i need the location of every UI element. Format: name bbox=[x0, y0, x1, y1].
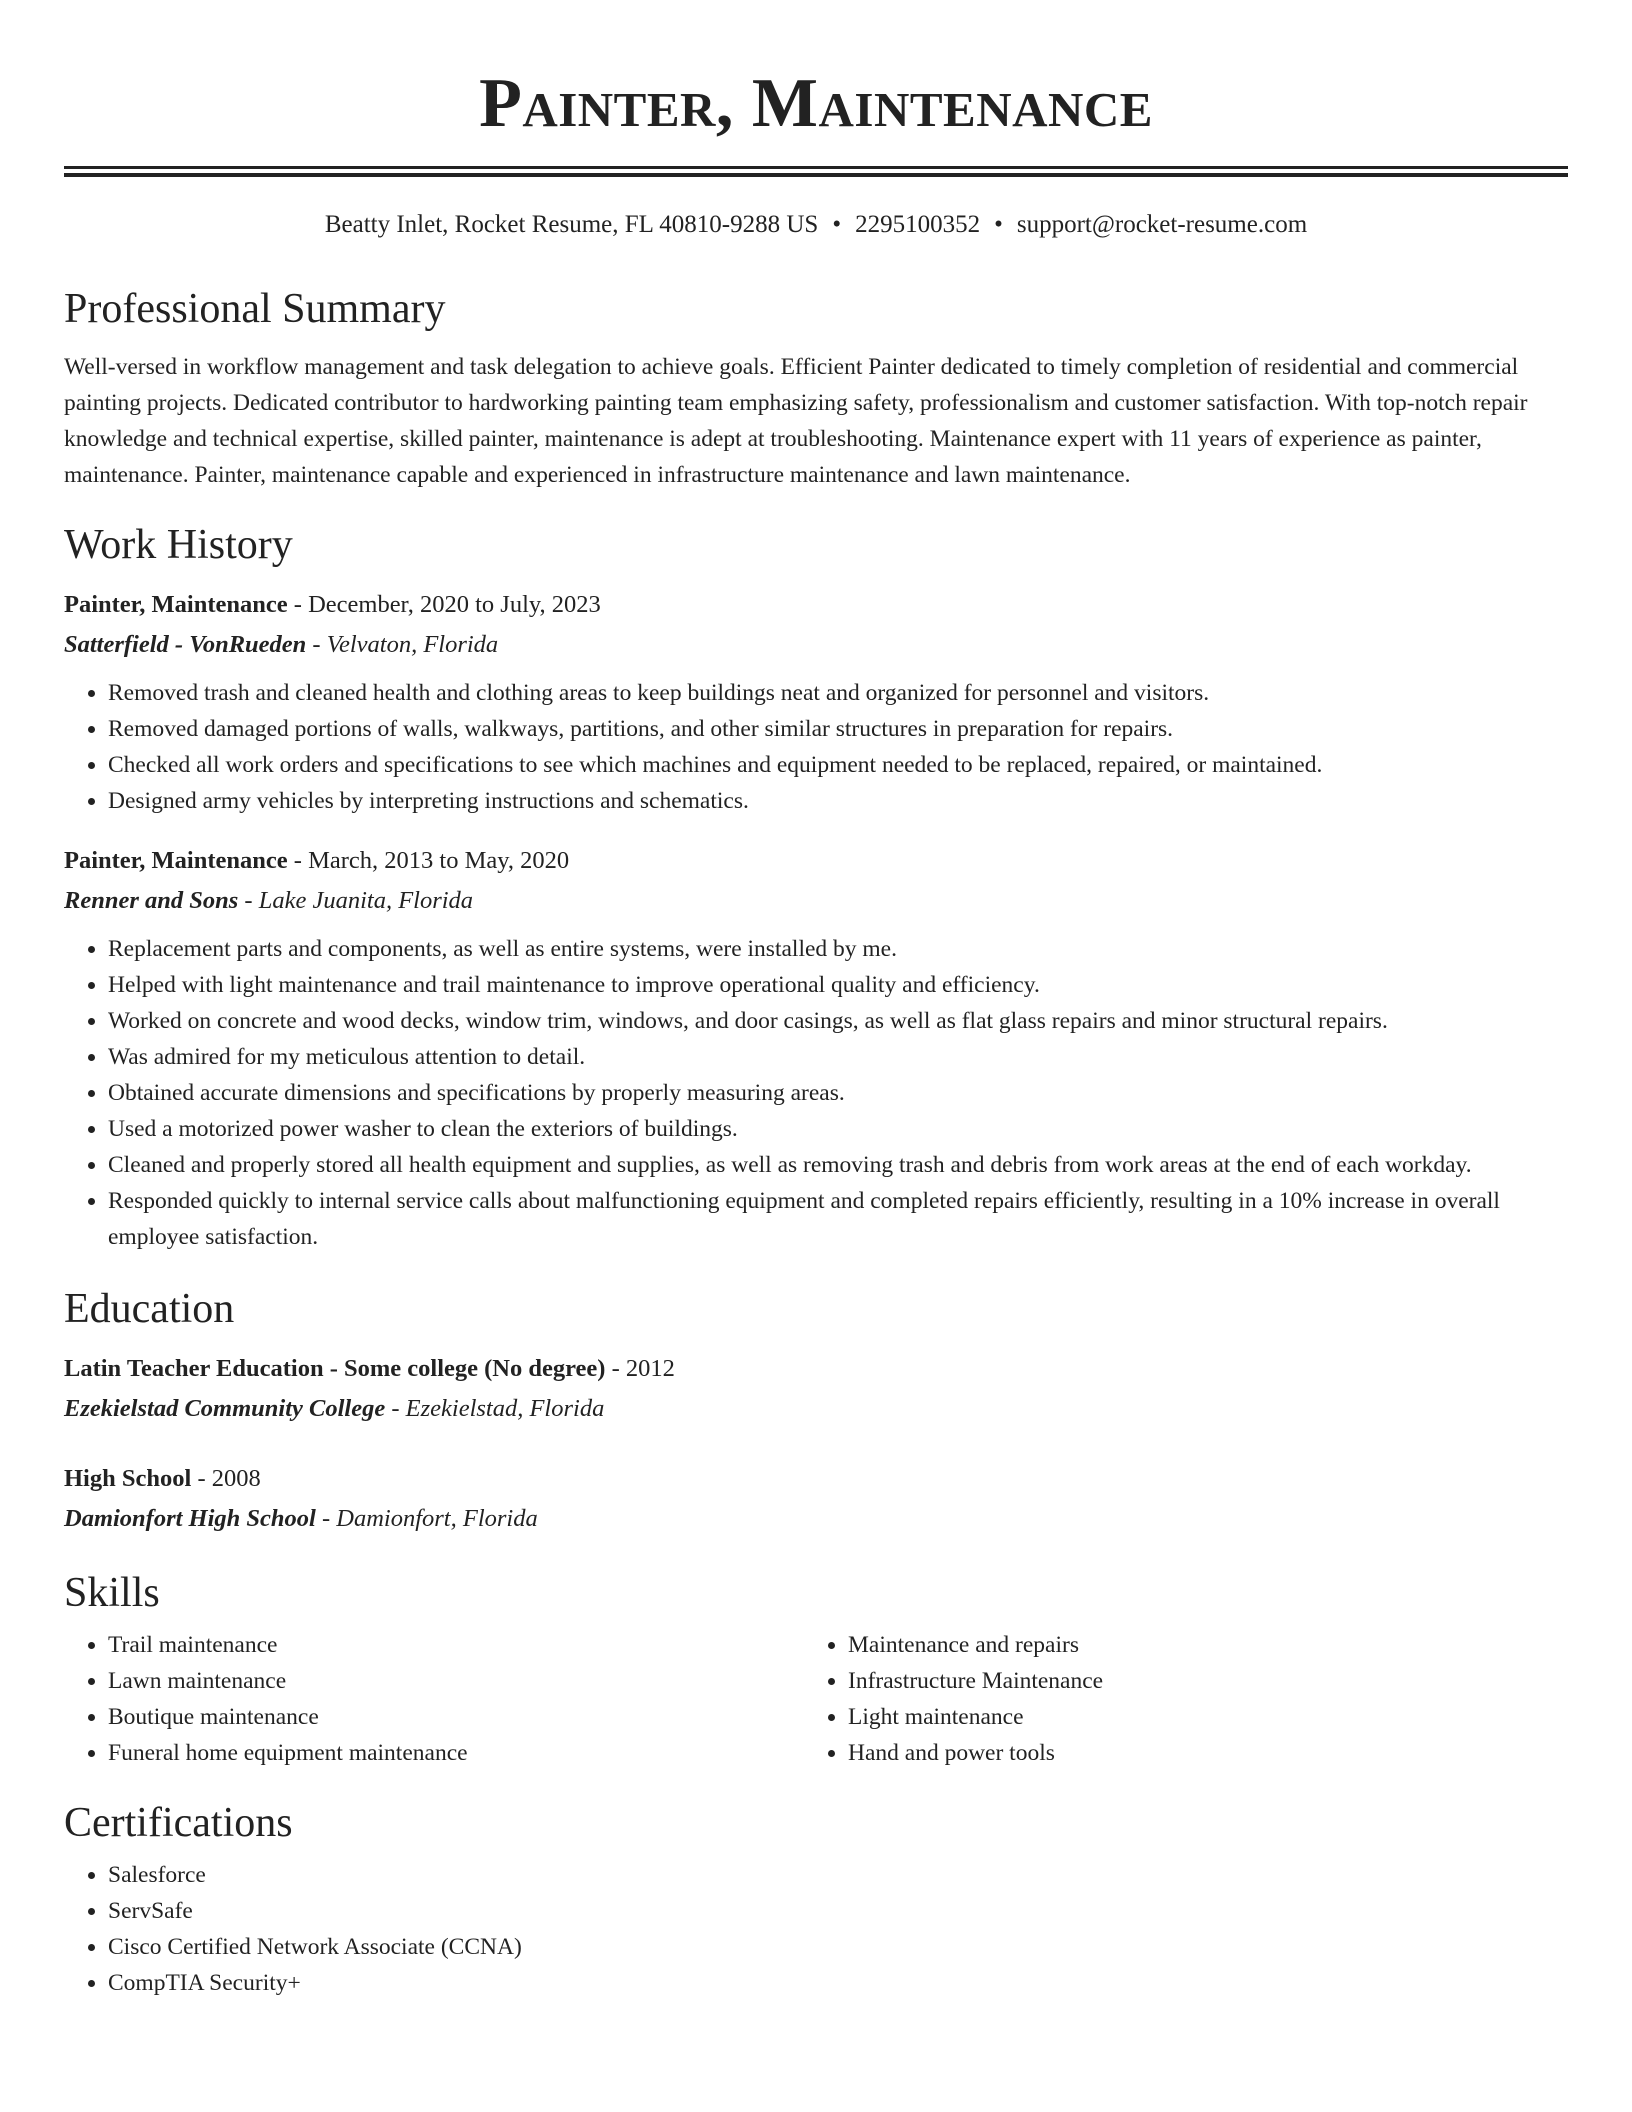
job-location: - Velvaton, Florida bbox=[306, 631, 499, 658]
education-location: - Damionfort, Florida bbox=[315, 1505, 538, 1532]
education-year: - 2008 bbox=[191, 1465, 261, 1492]
education-entry bbox=[64, 1459, 1568, 1539]
skills-heading: Skills bbox=[64, 1570, 160, 1616]
certification-item: • Salesforce bbox=[108, 1857, 1568, 1893]
summary-text: Well-versed in workflow management and task delegation to achieve goals. Efficient Painter dedicated to timely completion of residential and commercial painting projects. Dedicated contributor to hardworking painting team emphasizing safety, professionalism and customer satisfaction. With top-notch repair knowledge and technical expertise, skilled painter, maintenance is adept at troubleshooting. Maintenance expert with 11 years of experience as painter, maintenance. Painter, maintenance capable and experienced in infrastructure maintenance and lawn maintenance. bbox=[64, 354, 1528, 488]
contact-line bbox=[64, 209, 1568, 241]
job-bullet: • Replacement parts and components, as well as entire systems, were installed by me. bbox=[108, 931, 1568, 967]
job-bullet: • Responded quickly to internal service calls about malfunctioning equipment and completed repairs efficiently, resulting in a 10% increase in overall employee satisfaction. bbox=[108, 1183, 1568, 1255]
certifications-heading: Certifications bbox=[64, 1800, 293, 1846]
education-school-line bbox=[64, 1389, 1568, 1429]
job-location: - Lake Juanita, Florida bbox=[238, 887, 474, 914]
skills-list bbox=[64, 1627, 1568, 1771]
job-bullet: • Worked on concrete and wood decks, window trim, windows, and door casings, as well as flat glass repairs and minor structural repairs. bbox=[108, 1003, 1568, 1039]
job-bullets bbox=[64, 931, 1568, 1255]
certification-item: • ServSafe bbox=[108, 1893, 1568, 1929]
education-school-line bbox=[64, 1499, 1568, 1539]
job-bullet: • Removed damaged portions of walls, walkways, partitions, and other similar structures in preparation for repairs. bbox=[108, 711, 1568, 747]
skill-item: • Maintenance and repairs bbox=[848, 1627, 1544, 1663]
education-degree: Latin Teacher Education - Some college (No degree) bbox=[64, 1355, 606, 1382]
contact-email: support@rocket-resume.com bbox=[1016, 211, 1308, 238]
job-bullet: • Helped with light maintenance and trail maintenance to improve operational quality and efficiency. bbox=[108, 967, 1568, 1003]
contact-separator: • bbox=[832, 211, 842, 238]
title-divider-top bbox=[64, 166, 1568, 169]
education-school: Damionfort High School bbox=[64, 1505, 316, 1532]
skill-item: • Hand and power tools bbox=[848, 1735, 1544, 1771]
skill-item: • Funeral home equipment maintenance bbox=[108, 1735, 804, 1771]
education-entry bbox=[64, 1349, 1568, 1429]
work-history-heading: Work History bbox=[64, 522, 293, 568]
certification-item: • CompTIA Security+ bbox=[108, 1965, 1568, 2001]
skill-item: • Boutique maintenance bbox=[108, 1699, 804, 1735]
contact-address: Beatty Inlet, Rocket Resume, FL 40810-9288 US bbox=[324, 211, 819, 238]
job-bullet: • Was admired for my meticulous attention to detail. bbox=[108, 1039, 1568, 1075]
job-bullet: • Designed army vehicles by interpreting instructions and schematics. bbox=[108, 783, 1568, 819]
title-divider-bottom bbox=[64, 173, 1568, 177]
education-school: Ezekielstad Community College bbox=[64, 1395, 386, 1422]
skills-column-right bbox=[804, 1627, 1544, 1771]
skill-item: • Light maintenance bbox=[848, 1699, 1544, 1735]
job-bullets bbox=[64, 675, 1568, 819]
education-year: - 2012 bbox=[605, 1355, 675, 1382]
skill-item: • Trail maintenance bbox=[108, 1627, 804, 1663]
certifications-list bbox=[64, 1857, 1568, 2001]
job-title: Painter, Maintenance bbox=[64, 591, 288, 618]
job-bullet: • Removed trash and cleaned health and clothing areas to keep buildings neat and organized for personnel and visitors. bbox=[108, 675, 1568, 711]
job-bullet: • Checked all work orders and specifications to see which machines and equipment needed to be replaced, repaired, or maintained. bbox=[108, 747, 1568, 783]
job-entry bbox=[64, 585, 1568, 819]
resume-title: Painter, Maintenance bbox=[479, 65, 1153, 142]
skill-item: • Lawn maintenance bbox=[108, 1663, 804, 1699]
education-degree: High School bbox=[64, 1465, 192, 1492]
skill-item: • Infrastructure Maintenance bbox=[848, 1663, 1544, 1699]
job-dates: - December, 2020 to July, 2023 bbox=[287, 591, 601, 618]
education-degree-line bbox=[64, 1349, 1568, 1389]
job-entry bbox=[64, 841, 1568, 1255]
education-degree-line bbox=[64, 1459, 1568, 1499]
contact-phone: 2295100352 bbox=[855, 211, 981, 238]
job-bullet: • Obtained accurate dimensions and specifications by properly measuring areas. bbox=[108, 1075, 1568, 1111]
summary-heading: Professional Summary bbox=[64, 286, 446, 332]
job-title: Painter, Maintenance bbox=[64, 847, 288, 874]
certification-item: • Cisco Certified Network Associate (CCNA) bbox=[108, 1929, 1568, 1965]
skills-column-left bbox=[64, 1627, 804, 1771]
job-company: Satterfield - VonRueden bbox=[64, 631, 307, 658]
education-location: - Ezekielstad, Florida bbox=[385, 1395, 605, 1422]
job-company: Renner and Sons bbox=[64, 887, 239, 914]
job-dates: - March, 2013 to May, 2020 bbox=[287, 847, 570, 874]
job-bullet: • Cleaned and properly stored all health equipment and supplies, as well as removing trash and debris from work areas at the end of each workday. bbox=[108, 1147, 1568, 1183]
contact-separator: • bbox=[994, 211, 1003, 238]
job-company-line bbox=[64, 625, 1568, 665]
job-bullet: • Used a motorized power washer to clean the exteriors of buildings. bbox=[108, 1111, 1568, 1147]
job-company-line bbox=[64, 881, 1568, 921]
job-title-line bbox=[64, 585, 1568, 625]
education-heading: Education bbox=[64, 1286, 235, 1332]
job-title-line bbox=[64, 841, 1568, 881]
